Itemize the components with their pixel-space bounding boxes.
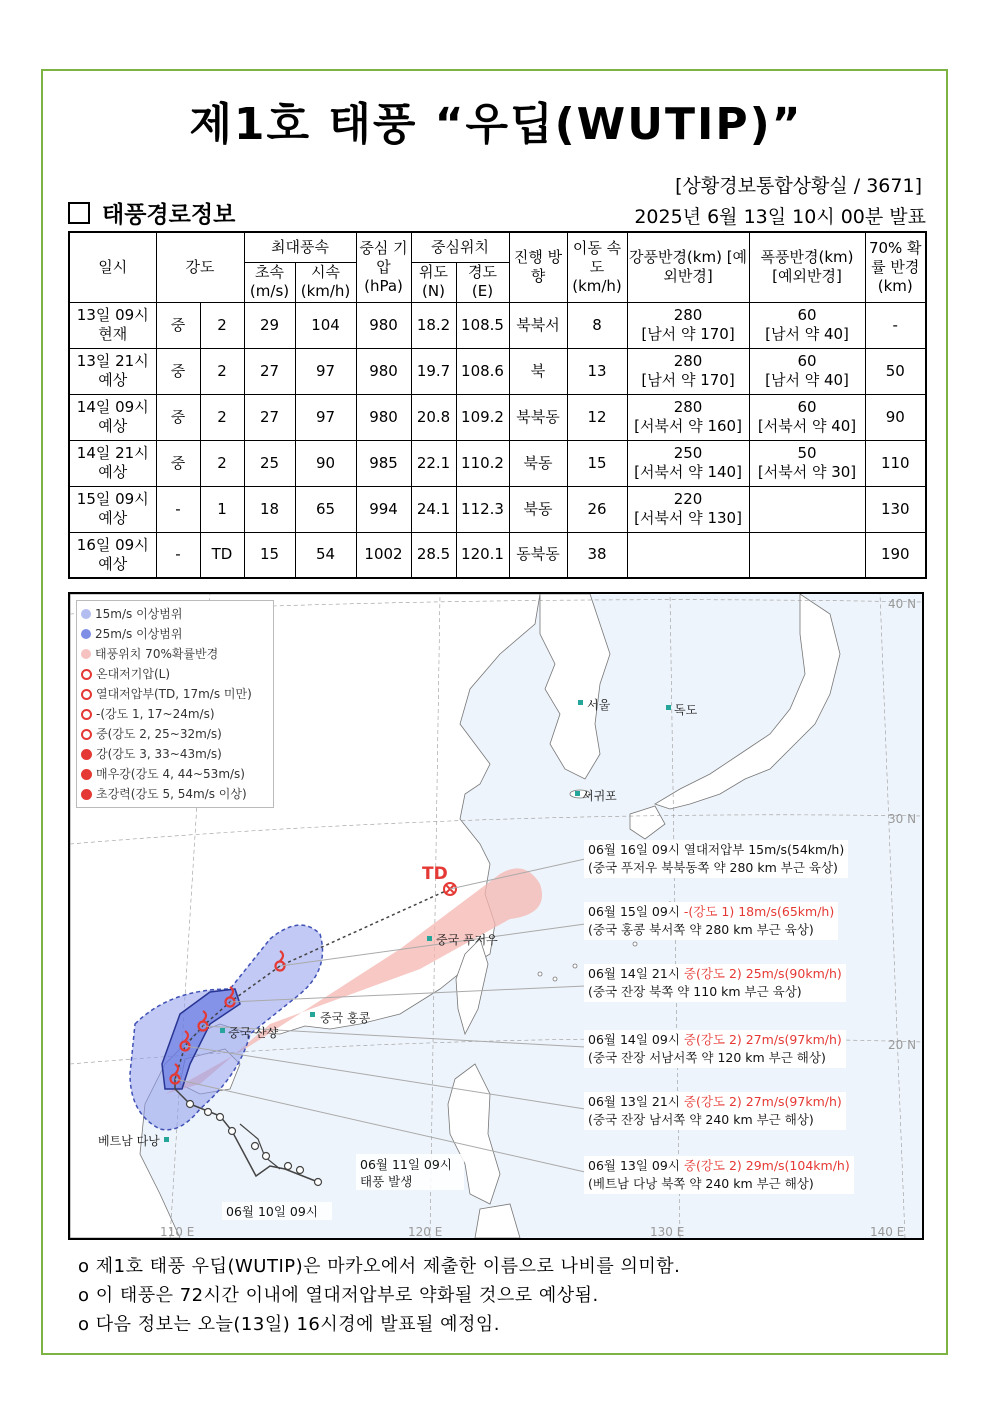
date-cell xyxy=(69,440,156,486)
section-title: 태풍경로정보 xyxy=(102,202,236,228)
speed-cell: 15 xyxy=(567,440,627,486)
direction-cell: 북동 xyxy=(509,486,567,532)
annotation-line-2: (중국 잔장 서남서쪽 약 120 km 부근 해상) xyxy=(588,1050,826,1065)
annotation-intensity: 중(강도 2) 25m/s(90km/h) xyxy=(683,966,842,981)
annotation-line-1 xyxy=(588,965,842,983)
typhoon-symbol-icon xyxy=(81,709,92,720)
lat-cell: 18.2 xyxy=(411,302,456,348)
pressure-cell: 985 xyxy=(356,440,411,486)
lat-cell: 22.1 xyxy=(411,440,456,486)
storm-radius-exception: [서북서 약 160] xyxy=(634,417,742,435)
direction-cell: 북 xyxy=(509,348,567,394)
section-heading xyxy=(68,196,235,229)
storm-radius-cell xyxy=(627,394,749,440)
track-annotation xyxy=(584,840,848,878)
grade-cell: 중 xyxy=(156,348,200,394)
legend-swatch-icon xyxy=(81,649,91,659)
lat-label: 30 N xyxy=(888,812,917,826)
direction-cell: 북북동 xyxy=(509,394,567,440)
speed-cell: 8 xyxy=(567,302,627,348)
gale-radius-cell xyxy=(749,440,865,486)
legend-item xyxy=(81,684,269,704)
typhoon-symbol-icon xyxy=(81,729,92,740)
prob-radius-cell: 130 xyxy=(865,486,926,532)
legend-label: -(강도 1, 17~24m/s) xyxy=(96,707,215,721)
wind-kmh-cell: 104 xyxy=(295,302,356,348)
level-cell: 2 xyxy=(200,302,244,348)
city-label: 중국 푸저우 xyxy=(436,933,498,947)
pressure-cell: 994 xyxy=(356,486,411,532)
lon-label: 120 E xyxy=(408,1225,443,1238)
wind-ms-cell: 18 xyxy=(244,486,295,532)
prob-radius-cell: 50 xyxy=(865,348,926,394)
header-direction: 진행 방향 xyxy=(509,232,567,302)
speed-cell: 13 xyxy=(567,348,627,394)
lat-cell: 28.5 xyxy=(411,532,456,578)
pressure-cell: 980 xyxy=(356,302,411,348)
date-text: 13일 21시 xyxy=(76,352,149,370)
typhoon-symbol-icon xyxy=(81,669,92,680)
lon-cell: 110.2 xyxy=(456,440,509,486)
page-title: 제1호 태풍 “우딥(WUTIP)” xyxy=(189,99,803,150)
prob-radius-cell: 110 xyxy=(865,440,926,486)
lon-cell: 112.3 xyxy=(456,486,509,532)
track-annotation xyxy=(584,902,838,940)
storm-radius-value: 280 xyxy=(673,306,703,324)
gale-radius-cell xyxy=(749,532,865,578)
typhoon-symbol-icon xyxy=(81,789,92,800)
track-annotation xyxy=(584,1156,854,1194)
legend-item xyxy=(81,644,269,664)
storm-radius-exception: [남서 약 170] xyxy=(641,371,735,389)
lon-cell: 108.5 xyxy=(456,302,509,348)
storm-radius-value: 220 xyxy=(673,490,703,508)
department-label: [상황경보통합상황실 / 3671] xyxy=(675,175,922,197)
prob-radius-cell: 90 xyxy=(865,394,926,440)
storm-radius-value: 250 xyxy=(673,444,703,462)
header-lat: 위도 (N) xyxy=(411,262,456,302)
notes xyxy=(78,1252,680,1339)
date-cell xyxy=(69,348,156,394)
storm-radius-cell xyxy=(627,486,749,532)
checkbox-square-icon xyxy=(68,202,90,224)
table-row xyxy=(69,532,926,578)
annotation-line-1 xyxy=(588,1093,842,1111)
gale-radius-exception: [서북서 약 30] xyxy=(757,463,857,481)
date-cell xyxy=(69,486,156,532)
gale-radius-cell xyxy=(749,348,865,394)
grade-cell: - xyxy=(156,532,200,578)
annotation-time: 06월 13일 09시 xyxy=(588,1158,684,1173)
lon-label: 140 E xyxy=(870,1225,905,1238)
header-datetime: 일시 xyxy=(69,232,156,302)
direction-cell: 동북동 xyxy=(509,532,567,578)
note-line: o 다음 정보는 오늘(13일) 16시경에 발표될 예정임. xyxy=(78,1314,501,1335)
legend-label: 15m/s 이상범위 xyxy=(95,607,183,621)
legend-swatch-icon xyxy=(81,609,91,619)
header-pressure: 중심 기압 (hPa) xyxy=(356,232,411,302)
lon-cell: 108.6 xyxy=(456,348,509,394)
map-legend xyxy=(76,600,274,808)
storm-radius-value: 280 xyxy=(673,352,703,370)
city-label: 베트남 다낭 xyxy=(98,1134,160,1148)
status-text: 예상 xyxy=(98,554,128,573)
legend-item xyxy=(81,784,269,804)
speed-cell: 38 xyxy=(567,532,627,578)
level-cell: TD xyxy=(200,532,244,578)
city-label: 중국 산샹 xyxy=(228,1026,279,1040)
annotation-line-1 xyxy=(588,1031,842,1049)
annotation-intensity: 중(강도 2) 27m/s(97km/h) xyxy=(683,1032,842,1047)
annotation-time: 06월 13일 21시 xyxy=(588,1094,684,1109)
wind-ms-cell: 29 xyxy=(244,302,295,348)
annotation-intensity: 중(강도 2) 27m/s(97km/h) xyxy=(683,1094,842,1109)
header-max-wind: 최대풍속 xyxy=(244,232,356,262)
city-label: 중국 홍콩 xyxy=(320,1011,371,1025)
grade-cell: - xyxy=(156,486,200,532)
legend-label: 온대저기압(L) xyxy=(96,667,171,681)
prob-radius-cell: - xyxy=(865,302,926,348)
annotation-line-1 xyxy=(588,903,834,921)
lat-cell: 19.7 xyxy=(411,348,456,394)
legend-label: 강(강도 3, 33~43m/s) xyxy=(96,747,222,761)
header-center: 중심위치 xyxy=(411,232,509,262)
table-row xyxy=(69,302,926,348)
typhoon-symbol-icon xyxy=(81,749,92,760)
table-row xyxy=(69,440,926,486)
grade-cell: 중 xyxy=(156,440,200,486)
table-row xyxy=(69,394,926,440)
gale-radius-value: 50 xyxy=(797,444,817,462)
annotation-intensity: -(강도 1) 18m/s(65km/h) xyxy=(683,904,835,919)
legend-label: 열대저압부(TD, 17m/s 미만) xyxy=(96,687,252,701)
pressure-cell: 980 xyxy=(356,348,411,394)
header-prob-radius: 70% 확률 반경 (km) xyxy=(865,232,926,302)
gale-radius-value: 60 xyxy=(797,306,817,324)
header-storm-radius: 강풍반경(km) [예외반경] xyxy=(627,232,749,302)
lon-label: 130 E xyxy=(650,1225,685,1238)
legend-item xyxy=(81,624,269,644)
date-text: 14일 21시 xyxy=(76,444,149,462)
wind-kmh-cell: 65 xyxy=(295,486,356,532)
header-lon: 경도 (E) xyxy=(456,262,509,302)
grade-cell: 중 xyxy=(156,394,200,440)
typhoon-symbol-icon xyxy=(81,769,92,780)
status-text: 예상 xyxy=(98,371,128,389)
track-annotation xyxy=(584,1092,846,1130)
storm-radius-exception: [남서 약 170] xyxy=(641,325,735,343)
wind-kmh-cell: 90 xyxy=(295,440,356,486)
gale-radius-value: 60 xyxy=(797,352,817,370)
annotation-time: 06월 14일 21시 xyxy=(588,966,684,981)
lon-label: 110 E xyxy=(160,1225,195,1238)
storm-radius-cell xyxy=(627,348,749,394)
wind-kmh-cell: 97 xyxy=(295,348,356,394)
annotation-intensity: 중(강도 2) 29m/s(104km/h) xyxy=(683,1158,850,1173)
annotation-line-2: (중국 잔장 북쪽 약 110 km 부근 육상) xyxy=(588,984,802,999)
legend-item xyxy=(81,704,269,724)
legend-item xyxy=(81,764,269,784)
legend-label: 매우강(강도 4, 44~53m/s) xyxy=(96,767,245,781)
date-text: 14일 09시 xyxy=(76,398,149,416)
legend-label: 25m/s 이상범위 xyxy=(95,627,183,641)
lat-label: 40 N xyxy=(888,597,917,611)
legend-label: 초강력(강도 5, 54m/s 이상) xyxy=(96,787,247,801)
annotation-time: 06월 16일 09시 열대저압부 15m/s(54km/h) xyxy=(588,842,845,857)
note-line: o 제1호 태풍 우딥(WUTIP)은 마카오에서 제출한 이름으로 나비를 의미함. xyxy=(78,1256,681,1277)
gale-radius-exception: [남서 약 40] xyxy=(765,325,849,343)
pressure-cell: 980 xyxy=(356,394,411,440)
legend-item xyxy=(81,604,269,624)
wind-ms-cell: 27 xyxy=(244,394,295,440)
gale-radius-cell xyxy=(749,486,865,532)
header-speed: 이동 속도 (km/h) xyxy=(567,232,627,302)
direction-cell: 북동 xyxy=(509,440,567,486)
start-label: 06월 10일 09시 xyxy=(226,1204,318,1219)
lon-cell: 109.2 xyxy=(456,394,509,440)
level-cell: 2 xyxy=(200,394,244,440)
date-cell xyxy=(69,532,156,578)
lon-cell: 120.1 xyxy=(456,532,509,578)
legend-item xyxy=(81,744,269,764)
storm-radius-value: 280 xyxy=(673,398,703,416)
genesis-label: 태풍 발생 xyxy=(360,1174,413,1189)
level-cell: 2 xyxy=(200,348,244,394)
storm-radius-exception: [서북서 약 140] xyxy=(634,463,742,481)
gale-radius-cell xyxy=(749,302,865,348)
annotation-line-1 xyxy=(588,841,844,859)
direction-cell: 북북서 xyxy=(509,302,567,348)
date-cell xyxy=(69,394,156,440)
gale-radius-cell xyxy=(749,394,865,440)
legend-item xyxy=(81,664,269,684)
status-text: 예상 xyxy=(98,417,128,435)
grade-cell: 중 xyxy=(156,302,200,348)
typhoon-track-map xyxy=(68,592,924,1240)
header-intensity: 강도 xyxy=(156,232,244,302)
wind-kmh-cell: 97 xyxy=(295,394,356,440)
storm-radius-cell xyxy=(627,302,749,348)
prob-radius-cell: 190 xyxy=(865,532,926,578)
level-cell: 1 xyxy=(200,486,244,532)
date-text: 16일 09시 xyxy=(76,535,149,554)
speed-cell: 26 xyxy=(567,486,627,532)
level-cell: 2 xyxy=(200,440,244,486)
status-text: 예상 xyxy=(98,463,128,481)
genesis-label: 06월 11일 09시 xyxy=(360,1157,452,1172)
wind-ms-cell: 25 xyxy=(244,440,295,486)
typhoon-info-table xyxy=(68,231,927,579)
gale-radius-exception: [남서 약 40] xyxy=(765,371,849,389)
legend-item xyxy=(81,724,269,744)
gale-radius-value: 60 xyxy=(797,398,817,416)
lat-cell: 20.8 xyxy=(411,394,456,440)
annotation-line-2: (중국 푸저우 북북동쪽 약 280 km 부근 육상) xyxy=(588,860,838,875)
date-text: 15일 09시 xyxy=(76,490,149,508)
annotation-line-2: (중국 잔장 남서쪽 약 240 km 부근 해상) xyxy=(588,1112,814,1127)
city-label: 독도 xyxy=(674,703,698,717)
annotation-time: 06월 15일 09시 xyxy=(588,904,684,919)
header-wind-ms: 초속 (m/s) xyxy=(244,262,295,302)
table-row xyxy=(69,348,926,394)
note-line: o 이 태풍은 72시간 이내에 열대저압부로 약화될 것으로 예상됨. xyxy=(78,1285,599,1306)
city-label: 서귀포 xyxy=(582,789,617,803)
legend-label: 태풍위치 70%확률반경 xyxy=(95,647,219,661)
table-row xyxy=(69,486,926,532)
annotation-line-1 xyxy=(588,1157,850,1175)
legend-label: 중(강도 2, 25~32m/s) xyxy=(96,727,222,741)
annotation-line-2: (베트남 다낭 북쪽 약 240 km 부근 해상) xyxy=(588,1176,814,1191)
storm-radius-cell xyxy=(627,532,749,578)
header-wind-kmh: 시속 (km/h) xyxy=(295,262,356,302)
legend-swatch-icon xyxy=(81,629,91,639)
lat-cell: 24.1 xyxy=(411,486,456,532)
td-label: TD xyxy=(422,864,448,884)
wind-ms-cell: 27 xyxy=(244,348,295,394)
date-text: 13일 09시 xyxy=(76,306,149,324)
gale-radius-exception: [서북서 약 40] xyxy=(757,417,857,435)
status-text: 현재 xyxy=(98,325,128,343)
storm-radius-exception: [서북서 약 130] xyxy=(634,509,742,527)
speed-cell: 12 xyxy=(567,394,627,440)
annotation-time: 06월 14일 09시 xyxy=(588,1032,684,1047)
lat-label: 20 N xyxy=(888,1038,917,1052)
track-annotation xyxy=(584,1030,846,1068)
issued-time: 2025년 6월 13일 10시 00분 발표 xyxy=(634,206,926,228)
date-cell xyxy=(69,302,156,348)
track-annotation xyxy=(584,964,846,1002)
pressure-cell: 1002 xyxy=(356,532,411,578)
city-label: 서울 xyxy=(587,698,611,712)
header-gale-radius: 폭풍반경(km) [예외반경] xyxy=(749,232,865,302)
annotation-line-2: (중국 홍콩 북서쪽 약 280 km 부근 육상) xyxy=(588,922,814,937)
wind-ms-cell: 15 xyxy=(244,532,295,578)
typhoon-symbol-icon xyxy=(81,689,92,700)
status-text: 예상 xyxy=(98,509,128,527)
wind-kmh-cell: 54 xyxy=(295,532,356,578)
storm-radius-cell xyxy=(627,440,749,486)
